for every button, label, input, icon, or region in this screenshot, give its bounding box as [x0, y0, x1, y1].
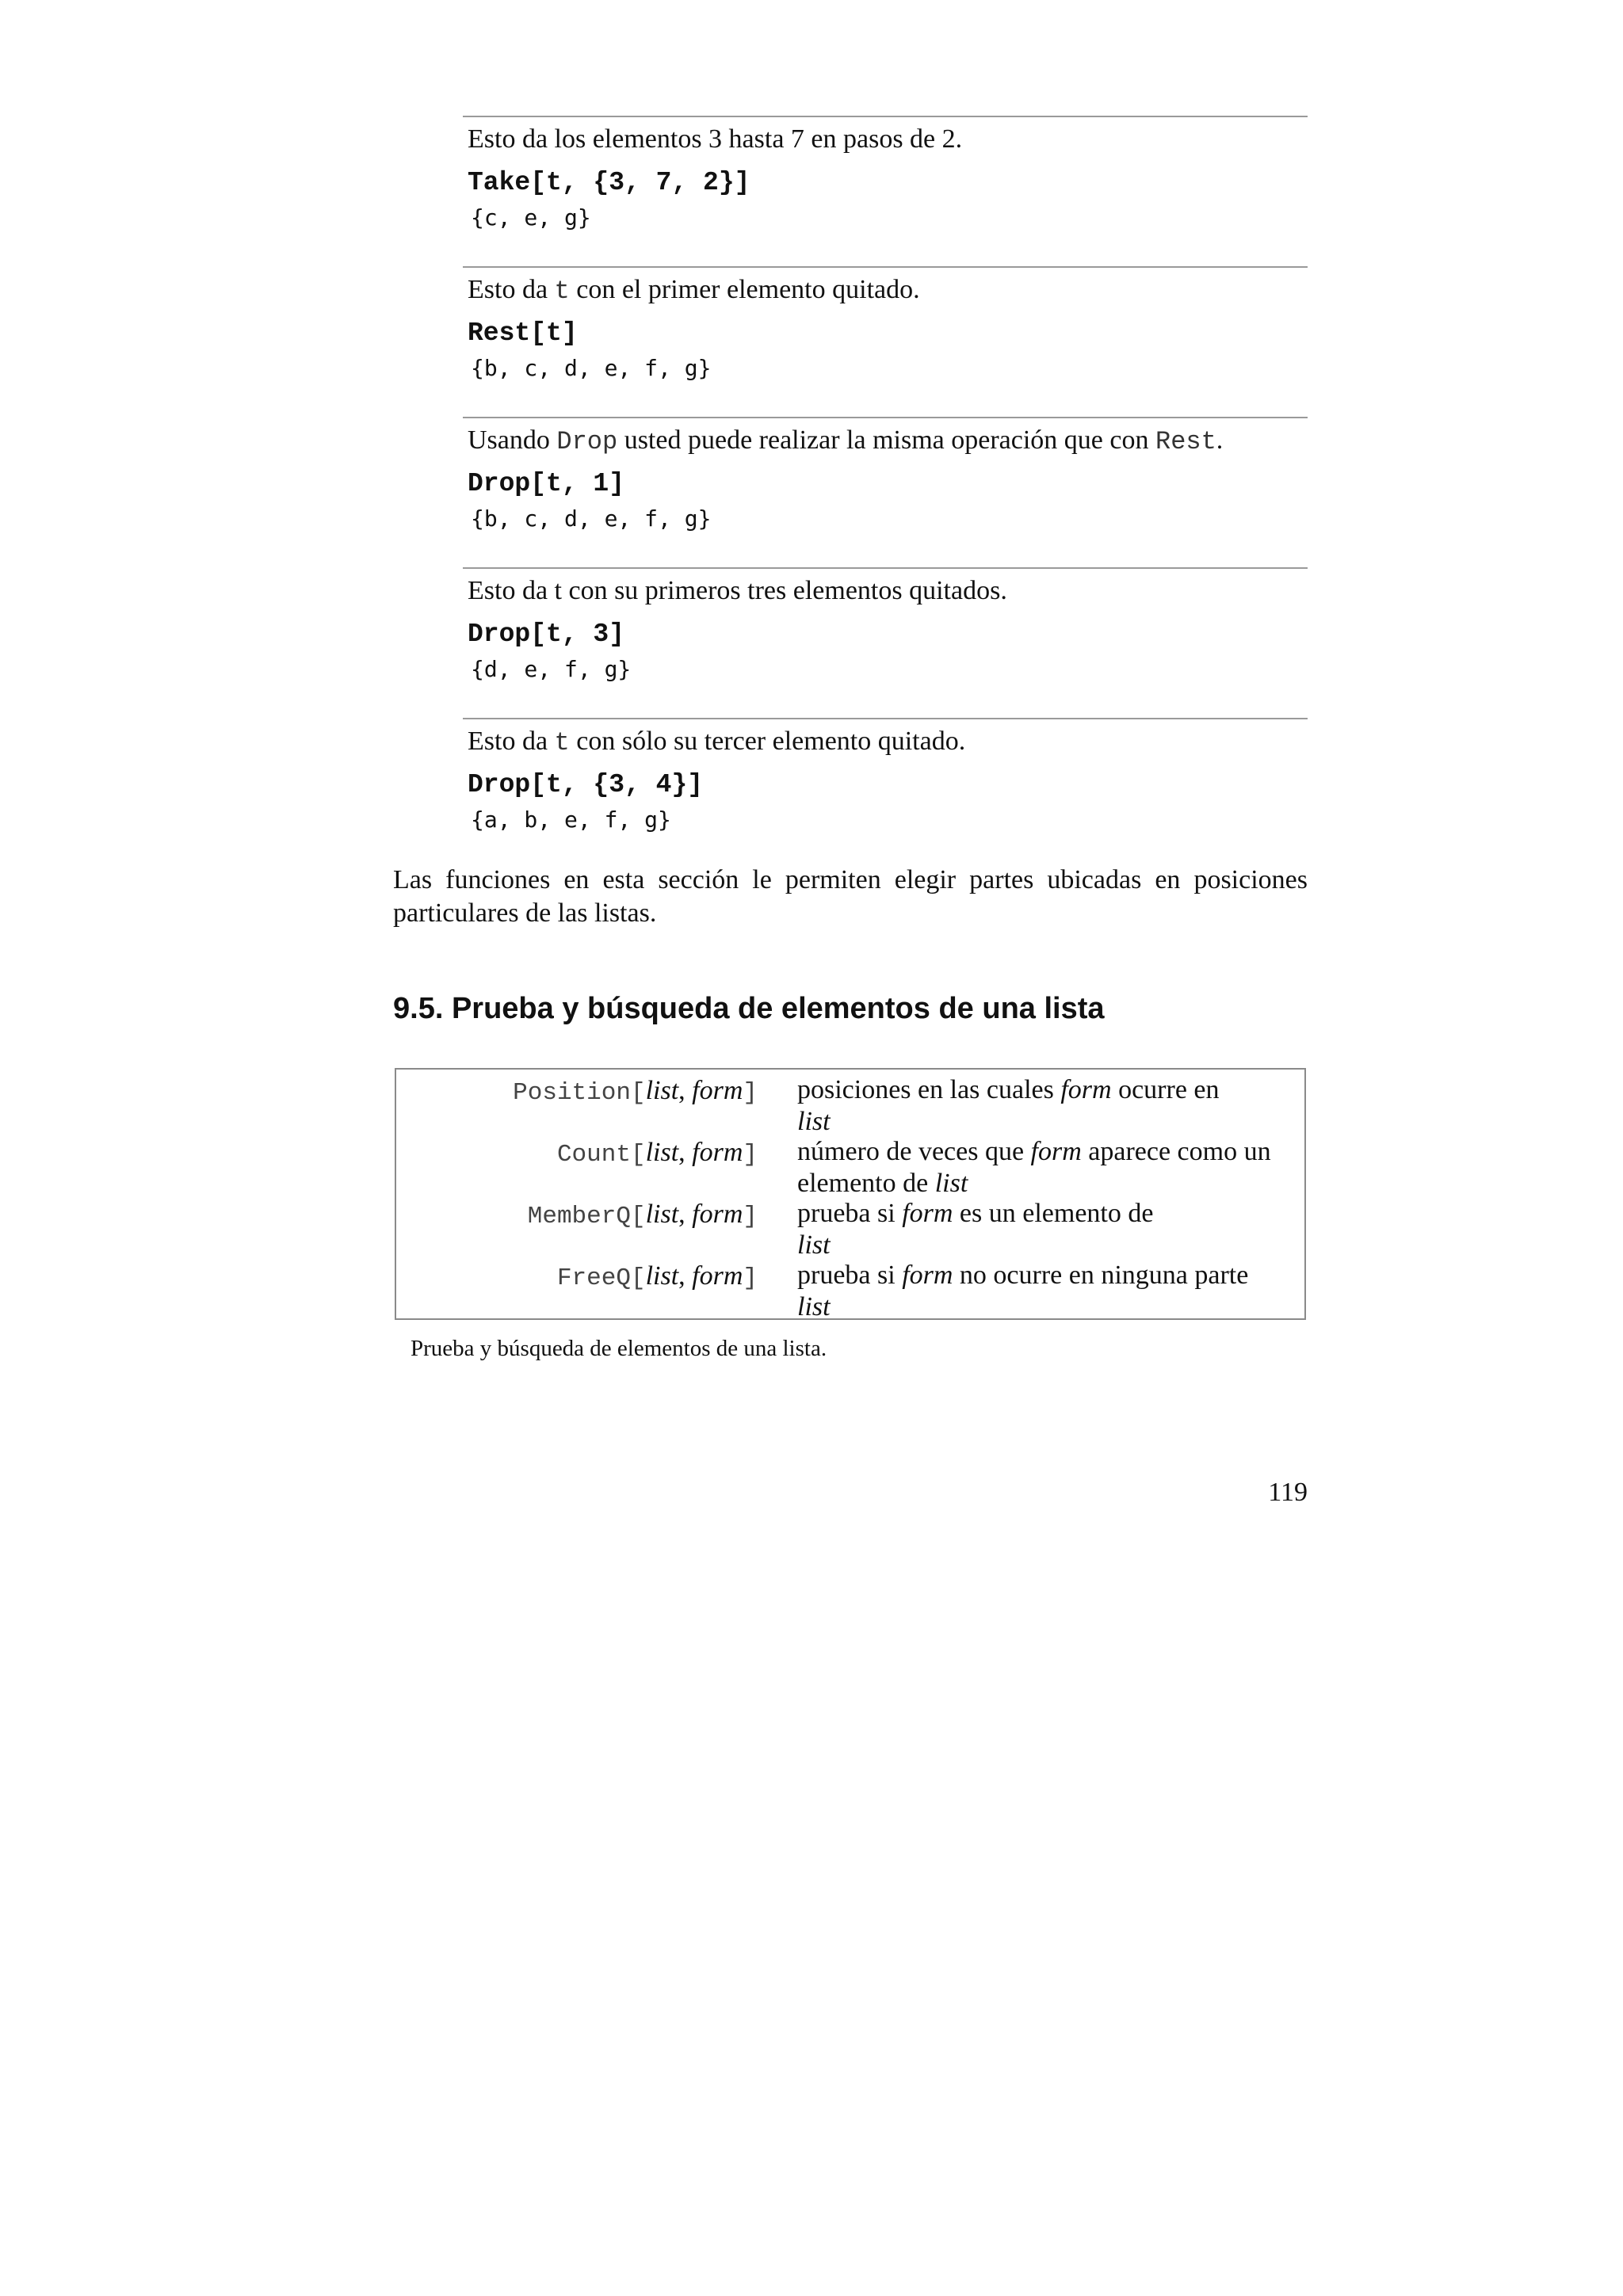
- example-description: [468, 726, 965, 759]
- description-text: Esto da: [468, 275, 555, 304]
- open-bracket: [: [630, 1079, 646, 1107]
- example-input: Drop[t, 1]: [468, 469, 625, 498]
- open-bracket: [: [630, 1141, 646, 1169]
- close-bracket: ]: [743, 1264, 758, 1292]
- body-paragraph: Las funciones en esta sección le permiten elegir partes ubicadas en posiciones particulares de las listas.: [393, 865, 1308, 928]
- inline-code: t: [554, 728, 570, 757]
- function-name: Count: [556, 1141, 631, 1169]
- example-cell-drop-3: [463, 567, 1308, 719]
- argument: list: [645, 1261, 679, 1291]
- example-description: [468, 124, 962, 155]
- argument: list: [645, 1076, 679, 1105]
- comma: ,: [678, 1076, 693, 1105]
- function-signature: [557, 1260, 758, 1295]
- function-name: Position: [513, 1079, 631, 1107]
- description-text: Esto da: [468, 727, 555, 756]
- argument: list: [645, 1199, 679, 1229]
- comma: ,: [678, 1138, 693, 1167]
- function-name: MemberQ: [527, 1203, 631, 1230]
- desc-italic: form: [1030, 1137, 1082, 1166]
- desc-text: ocurre en: [1111, 1075, 1220, 1104]
- argument: form: [692, 1076, 743, 1105]
- function-description: [797, 1260, 1289, 1323]
- example-input: Take[t, {3, 7, 2}]: [468, 168, 750, 197]
- desc-italic: form: [902, 1199, 953, 1228]
- example-cell-drop-1: [463, 417, 1308, 569]
- desc-italic: list: [797, 1107, 831, 1136]
- function-signature: [528, 1198, 758, 1233]
- example-input: Drop[t, 3]: [468, 620, 625, 649]
- inline-code: Drop: [556, 427, 618, 456]
- function-description: [797, 1074, 1289, 1138]
- section-heading: 9.5. Prueba y búsqueda de elementos de una lista: [393, 992, 1105, 1025]
- description-text: Usando: [468, 425, 557, 455]
- desc-text: prueba si: [797, 1261, 903, 1290]
- example-output: {d, e, f, g}: [471, 656, 632, 682]
- close-bracket: ]: [743, 1079, 758, 1107]
- argument: form: [692, 1261, 743, 1291]
- description-text: Esto da t con su primeros tres elementos quitados.: [468, 576, 1007, 605]
- function-signature: [513, 1074, 758, 1109]
- example-cell-drop-range: [463, 718, 1308, 846]
- desc-text: aparece como un: [1081, 1137, 1271, 1166]
- desc-text: número de veces que: [797, 1137, 1031, 1166]
- function-description: [797, 1198, 1289, 1261]
- desc-text: no ocurre en ninguna parte: [953, 1261, 1249, 1290]
- desc-text: posiciones en las cuales: [797, 1075, 1061, 1104]
- desc-italic: list: [934, 1169, 968, 1198]
- example-description: [468, 425, 1223, 458]
- desc-italic: form: [1060, 1075, 1112, 1104]
- function-table: [395, 1068, 1306, 1320]
- argument: list: [645, 1138, 679, 1167]
- function-name: FreeQ: [556, 1264, 631, 1292]
- example-output: {b, c, d, e, f, g}: [471, 505, 712, 532]
- close-bracket: ]: [743, 1203, 758, 1230]
- open-bracket: [: [630, 1264, 646, 1292]
- description-text: usted puede realizar la misma operación que con: [617, 425, 1155, 455]
- comma: ,: [678, 1199, 693, 1229]
- argument: form: [692, 1199, 743, 1229]
- description-text: con el primer elemento quitado.: [569, 275, 920, 304]
- function-description: [797, 1136, 1289, 1199]
- function-signature: [557, 1136, 758, 1171]
- close-bracket: ]: [743, 1141, 758, 1169]
- example-output: {b, c, d, e, f, g}: [471, 355, 712, 381]
- example-output: {c, e, g}: [471, 204, 591, 231]
- argument: form: [692, 1138, 743, 1167]
- desc-text: prueba si: [797, 1199, 903, 1228]
- example-output: {a, b, e, f, g}: [471, 807, 671, 833]
- example-cell-take: [463, 116, 1308, 268]
- page-number: 119: [1268, 1478, 1308, 1507]
- example-input: Rest[t]: [468, 318, 578, 348]
- desc-italic: form: [902, 1261, 953, 1290]
- desc-text: elemento de: [797, 1169, 935, 1198]
- example-description: [468, 575, 1007, 607]
- inline-code: t: [554, 277, 570, 306]
- example-input: Drop[t, {3, 4}]: [468, 770, 704, 799]
- desc-italic: list: [797, 1230, 831, 1260]
- table-caption: Prueba y búsqueda de elementos de una lista.: [411, 1336, 827, 1361]
- description-text: con sólo su tercer elemento quitado.: [569, 727, 966, 756]
- description-text: .: [1216, 425, 1224, 455]
- open-bracket: [: [630, 1203, 646, 1230]
- description-text: Esto da los elementos 3 hasta 7 en pasos de 2.: [468, 124, 963, 154]
- inline-code: Rest: [1155, 427, 1216, 456]
- example-cell-rest: [463, 266, 1308, 418]
- desc-italic: list: [797, 1292, 831, 1322]
- comma: ,: [678, 1261, 693, 1291]
- example-description: [468, 274, 920, 307]
- desc-text: es un elemento de: [953, 1199, 1154, 1228]
